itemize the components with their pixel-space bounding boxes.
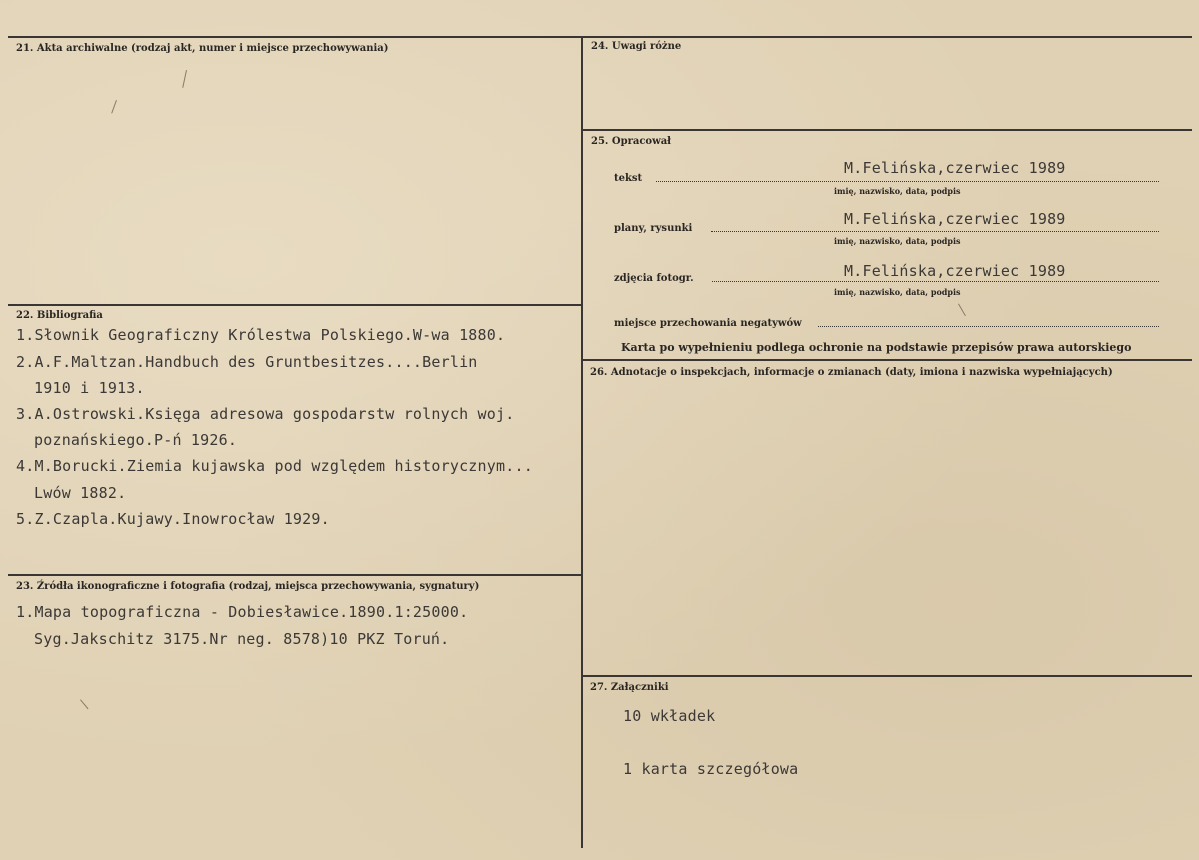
drawings-author-caption: imię, nazwisko, data, podpis (834, 236, 961, 246)
rule-24-25 (582, 129, 1192, 131)
text-author-line (656, 181, 1159, 182)
section-22-label: 22. Bibliografia (16, 310, 103, 321)
center-divider (581, 36, 583, 848)
attachment-line: 1 karta szczegółowa (623, 760, 799, 778)
drawings-author-label: plany, rysunki (614, 223, 693, 234)
pencil-mark (958, 304, 966, 317)
drawings-author-line (711, 231, 1159, 232)
bibliography-line: 2.A.F.Maltzan.Handbuch des Gruntbesitzes....Berlin (16, 353, 478, 371)
top-rule (8, 36, 1192, 38)
photos-author-line (712, 281, 1159, 282)
photos-author-caption: imię, nazwisko, data, podpis (834, 287, 961, 297)
section-27-label: 27. Załączniki (590, 682, 669, 693)
bibliography-line: 1910 i 1913. (34, 379, 145, 397)
section-25-label: 25. Opracował (591, 136, 672, 147)
copyright-note: Karta po wypełnieniu podlega ochronie na podstawie przepisów prawa autorskiego (621, 341, 1132, 354)
text-author-caption: imię, nazwisko, data, podpis (834, 186, 961, 196)
bibliography-line: 5.Z.Czapla.Kujawy.Inowrocław 1929. (16, 510, 330, 528)
pencil-mark (182, 70, 187, 88)
negatives-label: miejsce przechowania negatywów (614, 318, 802, 329)
rule-22-23 (8, 574, 582, 576)
section-23-label: 23. Źródła ikonograficzne i fotografia (rodzaj, miejsca przechowywania, sygnatury) (16, 581, 480, 592)
bibliography-line: 3.A.Ostrowski.Księga adresowa gospodarstw rolnych woj. (16, 405, 515, 423)
section-26-label: 26. Adnotacje o inspekcjach, informacje o zmianach (daty, imiona i nazwiska wypełniających) (590, 367, 1113, 378)
rule-26-27 (582, 675, 1192, 677)
drawings-author-value: M.Felińska,czerwiec 1989 (844, 210, 1066, 228)
attachment-line: 10 wkładek (623, 707, 716, 725)
iconography-line: Syg.Jakschitz 3175.Nr neg. 8578)10 PKZ Toruń. (34, 630, 450, 648)
bibliography-line: poznańskiego.P-ń 1926. (34, 431, 238, 449)
pencil-mark (80, 699, 88, 709)
rule-25-26 (582, 359, 1192, 361)
pencil-mark (111, 100, 117, 113)
photos-author-value: M.Felińska,czerwiec 1989 (844, 262, 1066, 280)
bibliography-line: Lwów 1882. (34, 484, 127, 502)
negatives-line (818, 326, 1159, 327)
iconography-line: 1.Mapa topograficzna - Dobiesławice.1890.1:25000. (16, 603, 469, 621)
rule-21-22 (8, 304, 582, 306)
bibliography-line: 4.M.Borucki.Ziemia kujawska pod względem historycznym... (16, 457, 533, 475)
text-author-label: tekst (614, 173, 643, 184)
section-21-label: 21. Akta archiwalne (rodzaj akt, numer i miejsce przechowywania) (16, 43, 389, 54)
section-24-label: 24. Uwagi różne (591, 41, 682, 52)
bibliography-line: 1.Słownik Geograficzny Królestwa Polskiego.W-wa 1880. (16, 326, 506, 344)
text-author-value: M.Felińska,czerwiec 1989 (844, 159, 1066, 177)
photos-author-label: zdjęcia fotogr. (614, 273, 694, 284)
